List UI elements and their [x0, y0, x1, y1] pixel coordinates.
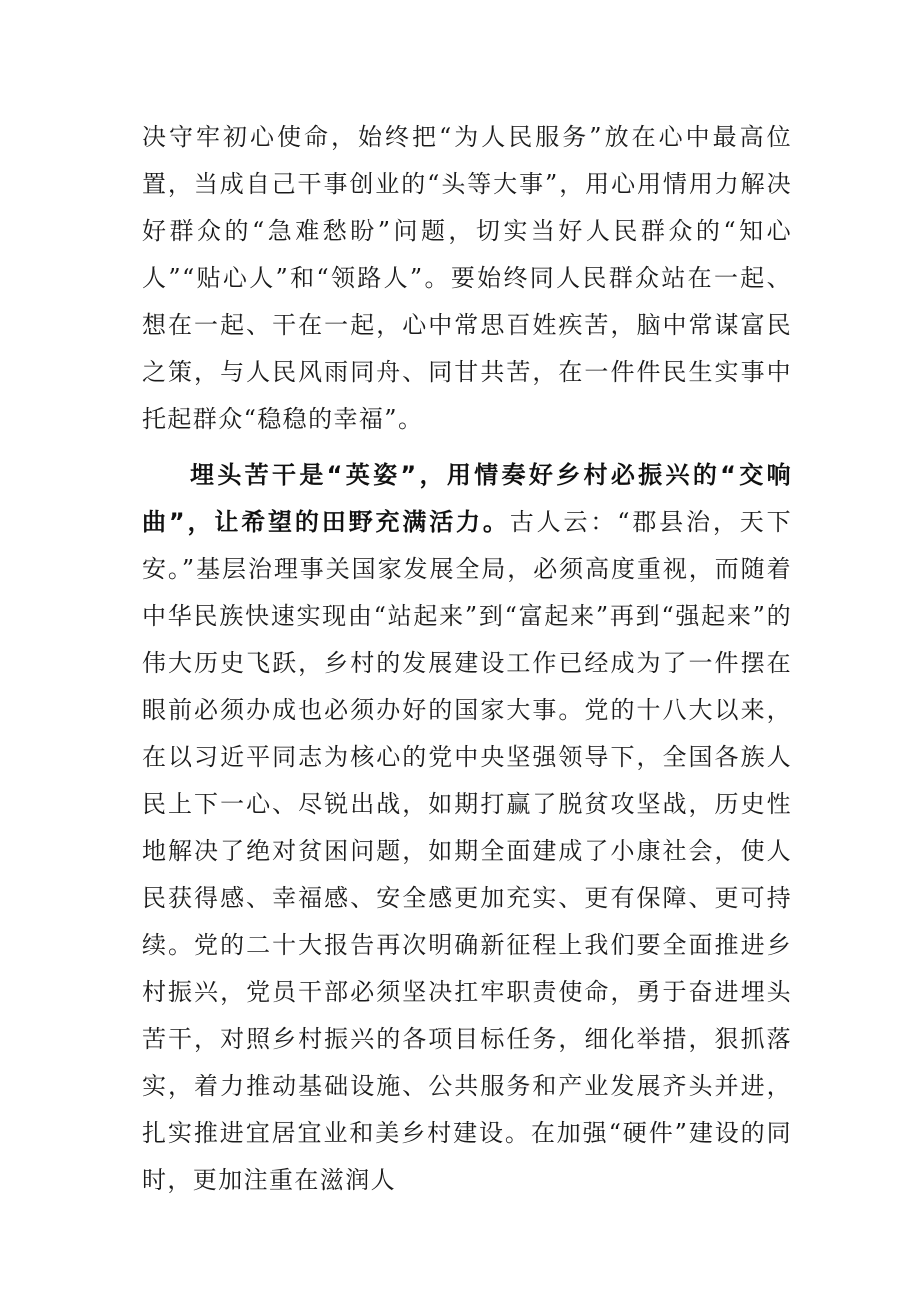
paragraph-rural-revitalization: [142, 452, 792, 1204]
paragraph-body: 古人云：“郡县治，天下安。”基层治理事关国家发展全局，必须高度重视，而随着中华民族快速实现由“站起来”到“富起来”再到“强起来”的伟大历史飞跃，乡村的发展建设工作已经成为了一件摆在眼前必须办成也必须办好的国家大事。党的十八大以来，在以习近平同志为核心的党中央坚强领导下，全国各族人民上下一心、尽锐出战，如期打赢了脱贫攻坚战，历史性地解决了绝对贫困问题，如期全面建成了小康社会，使人民获得感、幸福感、安全感更加充实、更有保障、更可持续。党的二十大报告再次明确新征程上我们要全面推进乡村振兴，党员干部必须坚决扛牢职责使命，勇于奋进埋头苦干，对照乡村振兴的各项目标任务，细化举措，狠抓落实，着力推动基础设施、公共服务和产业发展齐头并进，扎实推进宜居宜业和美乡村建设。在加强“硬件”建设的同时，更加注重在滋润人: [142, 508, 792, 1194]
document-page: [142, 114, 792, 1204]
paragraph-heading: 埋头苦干是“英姿”，用情奏好乡村必振兴的“交响曲”，让希望的田野充满活力。: [142, 461, 792, 536]
paragraph-continuation: 决守牢初心使命，始终把“为人民服务”放在心中最高位置，当成自己干事创业的“头等大事”，用心用情用力解决好群众的“急难愁盼”问题，切实当好人民群众的“知心人”“贴心人”和“领路人”。要始终同人民群众站在一起、想在一起、干在一起，心中常思百姓疾苦，脑中常谋富民之策，与人民风雨同舟、同甘共苦，在一件件民生实事中托起群众“稳稳的幸福”。: [142, 123, 792, 433]
